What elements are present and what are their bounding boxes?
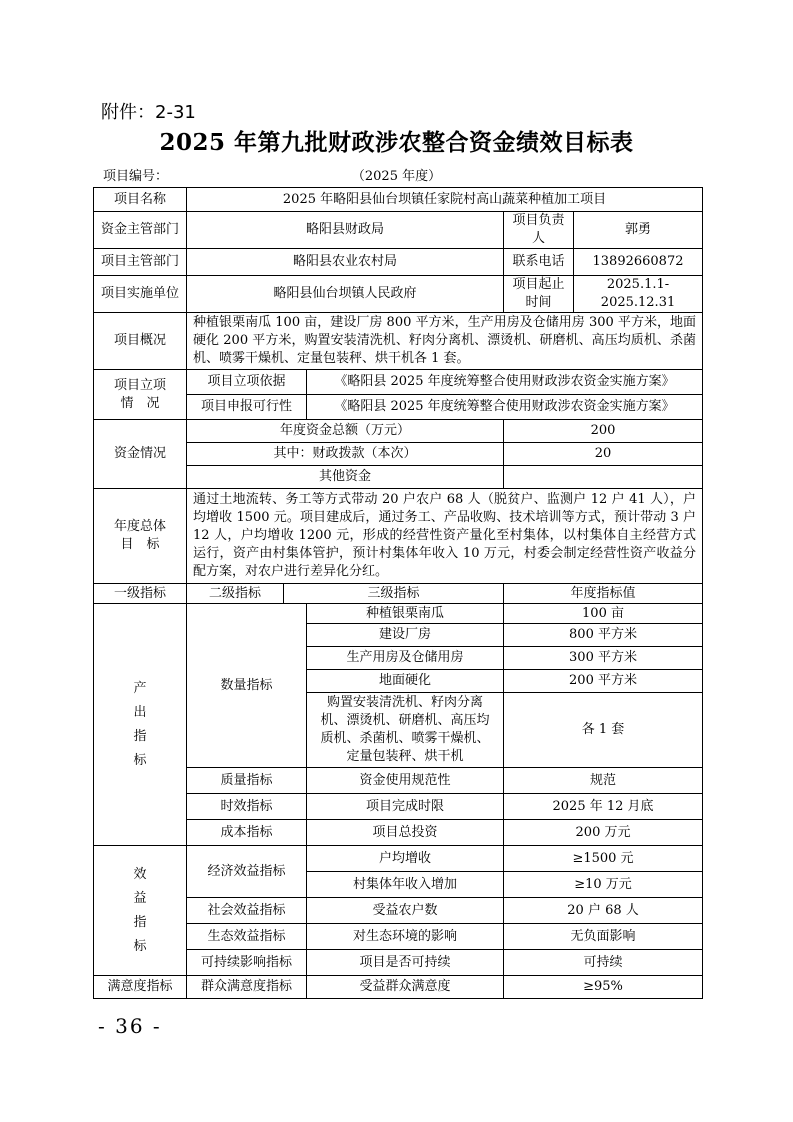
- cost-indicator-label: 成本指标: [187, 820, 307, 846]
- table-row: [94, 846, 703, 872]
- overview-label: 项目概况: [94, 313, 187, 370]
- indicator-name: 村集体年收入增加: [307, 872, 504, 898]
- quality-indicator-label: 质量指标: [187, 768, 307, 794]
- public-satisfaction-label: 群众满意度指标: [187, 976, 307, 999]
- vertical-char: 益: [133, 890, 147, 906]
- sustainable-indicator-label: 可持续影响指标: [187, 950, 307, 976]
- indicator-value: 200 平方米: [504, 670, 703, 693]
- period-label: 项目起止时间: [504, 276, 574, 313]
- year-label: （2025 年度）: [351, 169, 442, 184]
- indicator-name: 种植银栗南瓜: [307, 604, 504, 624]
- indicator-name: 生产用房及仓储用房: [307, 647, 504, 670]
- indicator-value: 20 户 68 人: [504, 898, 703, 924]
- table-row: [94, 420, 703, 443]
- phone-number: 13892660872: [574, 249, 703, 276]
- vertical-char: 产: [133, 680, 147, 696]
- indicator-name: 受益农户数: [307, 898, 504, 924]
- total-funds: 200: [504, 420, 703, 443]
- indicator-name: 户均增收: [307, 846, 504, 872]
- social-indicator-label: 社会效益指标: [187, 898, 307, 924]
- indicator-value: ≥10 万元: [504, 872, 703, 898]
- table-row: [94, 313, 703, 370]
- total-funds-label: 年度资金总额（万元）: [187, 420, 504, 443]
- leader-label: 项目负责人: [504, 212, 574, 249]
- impl-unit-label: 项目实施单位: [94, 276, 187, 313]
- project-period: 2025.1.1-2025.12.31: [574, 276, 703, 313]
- indicator-value: 300 平方米: [504, 647, 703, 670]
- impl-unit: 略阳县仙台坝镇人民政府: [187, 276, 504, 313]
- feasibility-label: 项目申报可行性: [187, 395, 307, 420]
- project-dept-label: 项目主管部门: [94, 249, 187, 276]
- indicator-name: 资金使用规范性: [307, 768, 504, 794]
- vertical-char: 指: [133, 914, 147, 930]
- indicator-value: 200 万元: [504, 820, 703, 846]
- vertical-char: 标: [133, 938, 147, 954]
- phone-label: 联系电话: [504, 249, 574, 276]
- ecological-indicator-label: 生态效益指标: [187, 924, 307, 950]
- indicator-name: 项目总投资: [307, 820, 504, 846]
- table-row: [94, 249, 703, 276]
- funds-label: 资金情况: [94, 420, 187, 489]
- feasibility-doc: 《略阳县 2025 年度统筹整合使用财政涉农资金实施方案》: [307, 395, 703, 420]
- table-row: [94, 489, 703, 584]
- indicator-value: ≥1500 元: [504, 846, 703, 872]
- indicator-value: 800 平方米: [504, 624, 703, 647]
- page-title: 2025 年第九批财政涉农整合资金绩效目标表: [159, 129, 634, 156]
- economic-indicator-label: 经济效益指标: [187, 846, 307, 898]
- approval-label: [94, 370, 187, 420]
- indicator-name: 项目完成时限: [307, 794, 504, 820]
- leader-name: 郭勇: [574, 212, 703, 249]
- table-row: [94, 188, 703, 212]
- funding-dept: 略阳县财政局: [187, 212, 504, 249]
- goal-label: [94, 489, 187, 584]
- vertical-char: 效: [133, 866, 147, 882]
- project-code-label: 项目编号：: [103, 169, 169, 184]
- indicator-name: 受益群众满意度: [307, 976, 504, 999]
- performance-table: [93, 187, 703, 999]
- funding-dept-label: 资金主管部门: [94, 212, 187, 249]
- project-dept: 略阳县农业农村局: [187, 249, 504, 276]
- column-header: 一级指标: [94, 584, 187, 604]
- indicator-value: 规范: [504, 768, 703, 794]
- approval-label-line: 情 况: [120, 395, 160, 411]
- approval-label-line: 项目立项: [113, 377, 166, 393]
- vertical-char: 出: [133, 704, 147, 720]
- attachment-label: 附件：2-31: [101, 102, 196, 123]
- indicator-name: 建设厂房: [307, 624, 504, 647]
- vertical-char: 标: [133, 752, 147, 768]
- table-row: [94, 212, 703, 249]
- other-funds-label: 其他资金: [187, 466, 504, 489]
- column-header: 年度指标值: [504, 584, 703, 604]
- timeliness-indicator-label: 时效指标: [187, 794, 307, 820]
- output-indicator-label: [94, 604, 187, 846]
- fiscal-funds: 20: [504, 443, 703, 466]
- project-overview: 种植银栗南瓜 100 亩，建设厂房 800 平方米，生产用房及仓储用房 300 平方米，地面硬化 200 平方米，购置安装清洗机、籽肉分离机、漂烫机、研磨机、高压均质机、杀菌机、喷雾干燥机、定量包装秤、烘干机各 1 套。: [187, 313, 703, 370]
- column-header: 三级指标: [284, 584, 504, 604]
- goal-label-line: 目 标: [120, 537, 160, 552]
- benefit-indicator-label: [94, 846, 187, 976]
- table-row: [94, 976, 703, 999]
- indicator-value: 2025 年 12 月底: [504, 794, 703, 820]
- indicator-name: 购置安装清洗机、籽肉分离机、漂烫机、研磨机、高压均质机、杀菌机、喷雾干燥机、定量包装秤、烘干机: [307, 693, 504, 768]
- project-name: 2025 年略阳县仙台坝镇任家院村高山蔬菜种植加工项目: [187, 188, 703, 212]
- goal-label-line: 年度总体: [113, 519, 166, 534]
- page-number: - 36 -: [98, 1014, 162, 1038]
- approval-basis: 《略阳县 2025 年度统筹整合使用财政涉农资金实施方案》: [307, 370, 703, 395]
- indicator-value: 无负面影响: [504, 924, 703, 950]
- indicator-name: 对生态环境的影响: [307, 924, 504, 950]
- indicator-value: ≥95%: [504, 976, 703, 999]
- indicator-value: 可持续: [504, 950, 703, 976]
- indicator-name: 项目是否可持续: [307, 950, 504, 976]
- annual-goal: 通过土地流转、务工等方式带动 20 户农户 68 人（脱贫户、监测户 12 户 41 人），户均增收 1500 元。项目建成后，通过务工、产品收购、技术培训等方式，预计带动 3 户 12 人，户均增收 1200 元，形成的经营性资产量化至村集体，以村集体自主经营方式运行，资产由村集体管护，预计村集体年收入 10 万元，村委会制定经营性资产收益分配方案，对农户进行差异化分红。: [187, 489, 703, 584]
- table-row: [94, 604, 703, 624]
- satisfaction-indicator-label: 满意度指标: [94, 976, 187, 999]
- indicator-value: 各 1 套: [504, 693, 703, 768]
- basis-label: 项目立项依据: [187, 370, 307, 395]
- table-row: [94, 370, 703, 395]
- indicator-value: 100 亩: [504, 604, 703, 624]
- other-funds: [504, 466, 703, 489]
- fiscal-funds-label: 其中：财政拨款（本次）: [187, 443, 504, 466]
- column-header: 二级指标: [187, 584, 284, 604]
- table-header-row: [94, 584, 703, 604]
- indicator-name: 地面硬化: [307, 670, 504, 693]
- vertical-char: 指: [133, 728, 147, 744]
- project-name-label: 项目名称: [94, 188, 187, 212]
- quantity-indicator-label: 数量指标: [187, 604, 307, 768]
- table-row: [94, 276, 703, 313]
